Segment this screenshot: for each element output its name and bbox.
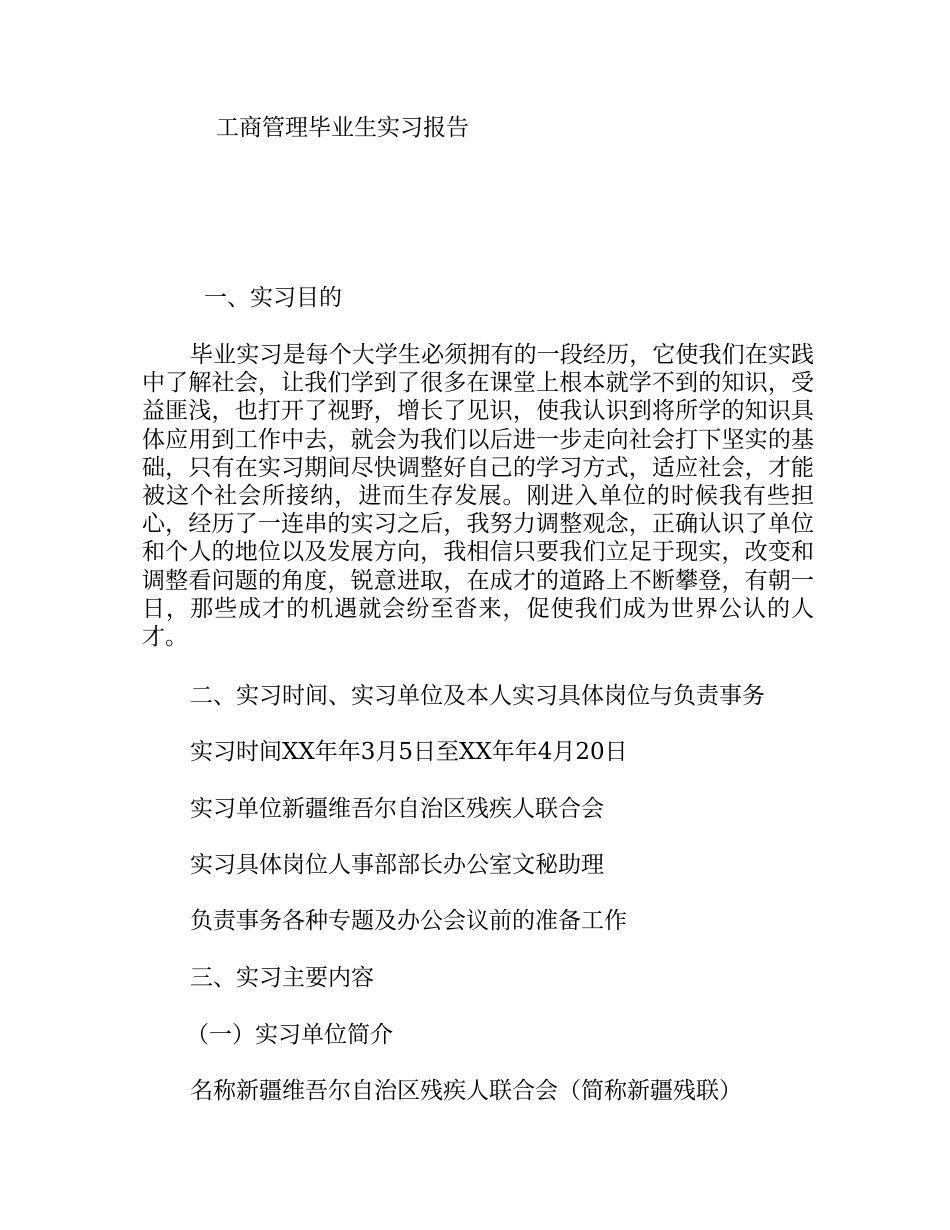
document-title: 工商管理毕业生实习报告 <box>216 115 469 141</box>
internship-unit-line: 实习单位新疆维吾尔自治区残疾人联合会 <box>190 796 604 822</box>
section-heading-main-content: 三、实习主要内容 <box>190 965 374 991</box>
internship-position-line: 实习具体岗位人事部部长办公室文秘助理 <box>190 852 604 878</box>
unit-name-line: 名称新疆维吾尔自治区残疾人联合会（简称新疆残联） <box>190 1078 742 1104</box>
subsection-heading-unit-intro: （一）实习单位简介 <box>186 1022 393 1048</box>
purpose-paragraph: 毕业实习是每个大学生必须拥有的一段经历，它使我们在实践中了解社会，让我们学到了很多在课堂上根本就学不到的知识，受益匪浅，也打开了视野，增长了见识，使我认识到将所学的知识具体应用到工作中去，就会为我们以后进一步走向社会打下坚实的基础，只有在实习期间尽快调整好自己的学习方式，适应社会，才能被这个社会所接纳，进而生存发展。刚进入单位的时候我有些担心，经历了一连串的实习之后，我努力调整观念，正确认识了单位和个人的地位以及发展方向，我相信只要我们立足于现实，改变和调整看问题的角度，锐意进取，在成才的道路上不断攀登，有朝一日，那些成才的机遇就会纷至沓来，促使我们成为世界公认的人才。 <box>142 342 814 651</box>
section-heading-time-unit: 二、实习时间、实习单位及本人实习具体岗位与负责事务 <box>190 683 765 709</box>
responsibilities-line: 负责事务各种专题及办公会议前的准备工作 <box>190 908 627 934</box>
section-heading-purpose: 一、实习目的 <box>204 285 342 311</box>
internship-time-line: 实习时间XX年年3月5日至XX年年4月20日 <box>190 739 628 765</box>
